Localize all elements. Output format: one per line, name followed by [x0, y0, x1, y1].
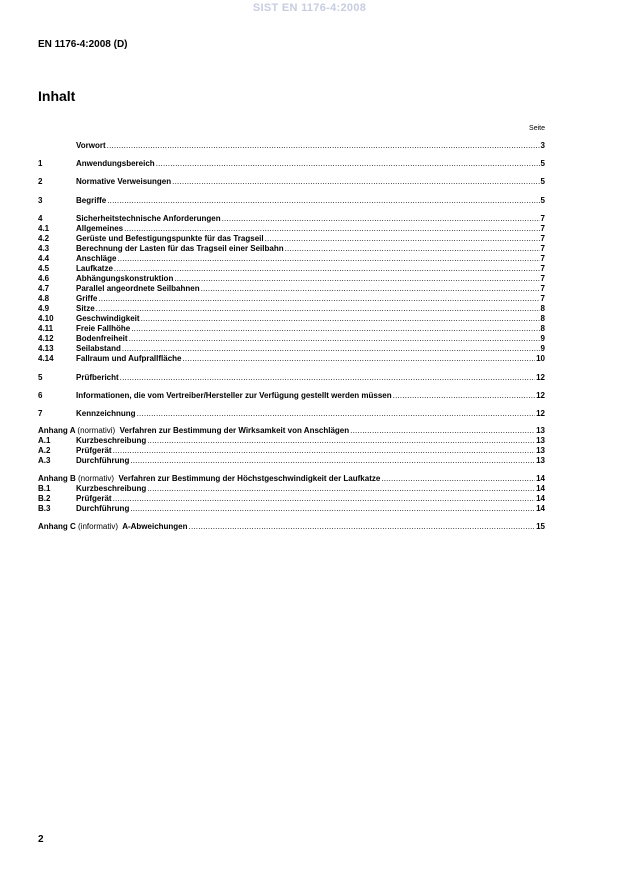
leader-dots: [183, 354, 536, 364]
toc-entry-b-3[interactable]: [38, 504, 545, 514]
toc-number: 5: [38, 373, 43, 382]
toc-page: 7: [540, 264, 545, 273]
toc-entry-6[interactable]: [38, 391, 545, 401]
toc-number: 4.12: [38, 334, 54, 343]
toc-number: 4: [38, 214, 43, 223]
toc-page: 13: [536, 456, 545, 465]
toc-entry-4-3[interactable]: [38, 244, 545, 254]
leader-dots: [172, 177, 539, 187]
toc-number: B.2: [38, 494, 51, 503]
toc-number: 4.7: [38, 284, 50, 293]
toc-number: 4.6: [38, 274, 50, 283]
leader-dots: [107, 196, 539, 206]
toc-page: 13: [536, 446, 545, 455]
toc-label: Allgemeines: [76, 224, 124, 233]
toc-page: 15: [536, 522, 545, 531]
toc-number: A.1: [38, 436, 51, 445]
toc-number: A.3: [38, 456, 51, 465]
toc-number: 3: [38, 196, 43, 205]
table-of-contents: [38, 0, 545, 877]
toc-label: Gerüste und Befestigungspunkte für das Tragseil: [76, 234, 264, 243]
leader-dots: [129, 334, 540, 344]
leader-dots: [189, 522, 536, 532]
toc-entry-a-2[interactable]: [38, 446, 545, 456]
toc-entry-4-14[interactable]: [38, 354, 545, 364]
toc-page: 5: [540, 177, 545, 186]
toc-page: 14: [536, 484, 545, 493]
toc-number: A.2: [38, 446, 51, 455]
toc-label: Geschwindigkeit: [76, 314, 140, 323]
toc-page: 12: [536, 409, 545, 418]
toc-entry-anhang-c[interactable]: [38, 522, 545, 532]
leader-dots: [117, 254, 539, 264]
leader-dots: [222, 214, 540, 224]
toc-entry-a-1[interactable]: [38, 436, 545, 446]
toc-number: 4.10: [38, 314, 54, 323]
toc-number: 6: [38, 391, 43, 400]
toc-page: 13: [536, 426, 545, 435]
toc-label: Normative Verweisungen: [76, 177, 172, 186]
leader-dots: [98, 294, 539, 304]
toc-page: 8: [540, 314, 545, 323]
toc-entry-anhang-a[interactable]: [38, 426, 545, 436]
toc-page: 8: [540, 324, 545, 333]
leader-dots: [156, 159, 540, 169]
page-number: 2: [38, 834, 44, 845]
toc-page: 7: [540, 274, 545, 283]
toc-page: 12: [536, 391, 545, 400]
toc-page: 7: [540, 244, 545, 253]
toc-entry-b-2[interactable]: [38, 494, 545, 504]
toc-entry-4-7[interactable]: [38, 284, 545, 294]
toc-label: Informationen, die vom Vertreiber/Hersteller zur Verfügung gestellt werden müssen: [76, 391, 392, 400]
leader-dots: [122, 344, 540, 354]
toc-entry-4-13[interactable]: [38, 344, 545, 354]
page-column-label: Seite: [529, 125, 545, 132]
leader-dots: [137, 409, 536, 419]
toc-number: 4.3: [38, 244, 50, 253]
toc-number: B.3: [38, 504, 51, 513]
toc-number: 4.2: [38, 234, 50, 243]
leader-dots: [393, 391, 535, 401]
toc-entry-4-9[interactable]: [38, 304, 545, 314]
toc-label: Prüfbericht: [76, 373, 119, 382]
toc-label: Griffe: [76, 294, 98, 303]
leader-dots: [141, 314, 540, 324]
toc-label: Durchführung: [76, 456, 130, 465]
toc-entry-4-12[interactable]: [38, 334, 545, 344]
toc-entry-4-2[interactable]: [38, 234, 545, 244]
toc-page: 7: [540, 254, 545, 263]
toc-label: Kurzbeschreibung: [76, 436, 147, 445]
toc-page: 7: [540, 224, 545, 233]
toc-label: Berechnung der Lasten für das Tragseil einer Seilbahn: [76, 244, 284, 253]
toc-entry-4-6[interactable]: [38, 274, 545, 284]
toc-page: 14: [536, 474, 545, 483]
toc-entry-1[interactable]: [38, 159, 545, 169]
toc-number: 1: [38, 159, 43, 168]
toc-label: Anhang C (informativ) A-Abweichungen: [38, 522, 188, 531]
toc-label: Vorwort: [76, 141, 106, 150]
toc-page: 7: [540, 234, 545, 243]
toc-entry-4[interactable]: [38, 214, 545, 224]
toc-number: 7: [38, 409, 43, 418]
toc-label: Bodenfreiheit: [76, 334, 128, 343]
document-id: EN 1176-4:2008 (D): [38, 39, 128, 50]
leader-dots: [130, 456, 535, 466]
leader-dots: [96, 304, 540, 314]
toc-label: Kennzeichnung: [76, 409, 136, 418]
toc-number: 4.5: [38, 264, 50, 273]
toc-page: 7: [540, 284, 545, 293]
leader-dots: [381, 474, 535, 484]
toc-entry-4-5[interactable]: [38, 264, 545, 274]
leader-dots: [113, 446, 536, 456]
toc-entry-4-4[interactable]: [38, 254, 545, 264]
toc-label: Begriffe: [76, 196, 107, 205]
toc-number: 4.11: [38, 324, 54, 333]
leader-dots: [124, 224, 539, 234]
toc-label: Durchführung: [76, 504, 130, 513]
toc-label: Anschläge: [76, 254, 117, 263]
toc-entry-vorwort[interactable]: [38, 141, 545, 151]
toc-label: Seilabstand: [76, 344, 121, 353]
toc-number: 4.4: [38, 254, 50, 263]
watermark: SIST EN 1176-4:2008: [252, 2, 367, 14]
toc-entry-b-1[interactable]: [38, 484, 545, 494]
leader-dots: [107, 141, 540, 151]
leader-dots: [120, 373, 535, 383]
toc-page: 13: [536, 436, 545, 445]
toc-label: Anhang B (normativ) Verfahren zur Bestimmung der Höchstgeschwindigkeit der Laufkatze: [38, 474, 381, 483]
toc-entry-7[interactable]: [38, 409, 545, 419]
toc-entry-anhang-b[interactable]: [38, 474, 545, 484]
leader-dots: [285, 244, 540, 254]
toc-entry-a-3[interactable]: [38, 456, 545, 466]
toc-number: 4.9: [38, 304, 50, 313]
toc-label: Laufkatze: [76, 264, 113, 273]
toc-label: Abhängungskonstruktion: [76, 274, 174, 283]
toc-label: Prüfgerät: [76, 494, 112, 503]
leader-dots: [201, 284, 540, 294]
leader-dots: [131, 324, 539, 334]
toc-page: 3: [540, 141, 545, 150]
toc-entry-2[interactable]: [38, 177, 545, 187]
toc-entry-4-11[interactable]: [38, 324, 545, 334]
leader-dots: [130, 504, 535, 514]
toc-page: 5: [540, 159, 545, 168]
toc-page: 5: [540, 196, 545, 205]
toc-label: Fallraum und Aufprallfläche: [76, 354, 182, 363]
toc-page: 14: [536, 504, 545, 513]
toc-page: 10: [536, 354, 545, 363]
toc-entry-3[interactable]: [38, 196, 545, 206]
toc-number: B.1: [38, 484, 51, 493]
leader-dots: [114, 264, 540, 274]
toc-entry-4-8[interactable]: [38, 294, 545, 304]
toc-page: 9: [540, 344, 545, 353]
toc-page: 9: [540, 334, 545, 343]
toc-entry-5[interactable]: [38, 373, 545, 383]
toc-label: Prüfgerät: [76, 446, 112, 455]
toc-page: 7: [540, 214, 545, 223]
toc-label: Sicherheitstechnische Anforderungen: [76, 214, 221, 223]
toc-number: 4.13: [38, 344, 54, 353]
toc-label: Anhang A (normativi) Verfahren zur Bestimmung der Wirksamkeit von Anschlägen: [38, 426, 350, 435]
leader-dots: [113, 494, 536, 504]
leader-dots: [147, 484, 535, 494]
toc-number: 4.1: [38, 224, 50, 233]
toc-entry-4-1[interactable]: [38, 224, 545, 234]
toc-label: Sitze: [76, 304, 95, 313]
page-title: Inhalt: [38, 88, 76, 104]
leader-dots: [265, 234, 540, 244]
toc-number: 4.8: [38, 294, 50, 303]
leader-dots: [174, 274, 539, 284]
toc-label: Anwendungsbereich: [76, 159, 155, 168]
toc-page: 12: [536, 373, 545, 382]
toc-label: Parallel angeordnete Seilbahnen: [76, 284, 200, 293]
toc-number: 2: [38, 177, 43, 186]
toc-page: 8: [540, 304, 545, 313]
toc-label: Kurzbeschreibung: [76, 484, 147, 493]
toc-number: 4.14: [38, 354, 54, 363]
leader-dots: [147, 436, 535, 446]
toc-entry-4-10[interactable]: [38, 314, 545, 324]
leader-dots: [350, 426, 535, 436]
toc-page: 14: [536, 494, 545, 503]
toc-label: Freie Fallhöhe: [76, 324, 131, 333]
toc-page: 7: [540, 294, 545, 303]
